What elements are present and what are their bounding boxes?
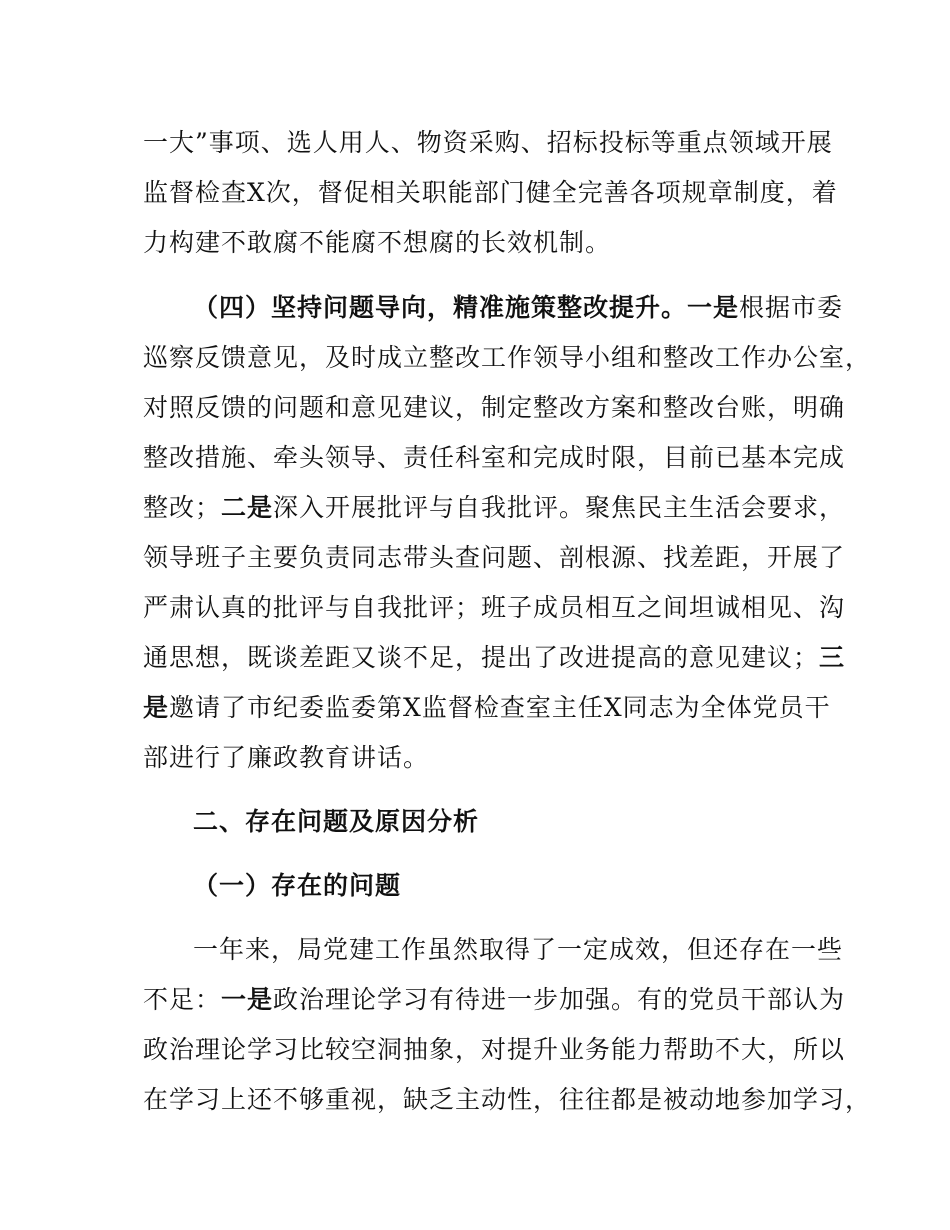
paragraph-line xyxy=(143,683,831,733)
line-text: 在学习上还不够重视，缺乏主动性，往往都是被动地参加学习， xyxy=(143,1085,872,1114)
line-text: 领导班子主要负责同志带头查问题、剖根源、找差距，开展了 xyxy=(143,543,846,572)
paragraph-line xyxy=(143,118,833,168)
line-text: 一大”事项、选人用人、物资采购、招标投标等重点领域开展 xyxy=(143,128,833,157)
paragraph-line xyxy=(143,583,846,633)
paragraph-line xyxy=(143,333,872,383)
bold-lead: 二是 xyxy=(221,493,274,522)
paragraph-line xyxy=(143,168,838,218)
paragraph-line xyxy=(143,433,846,483)
line-text: 巡察反馈意见，及时成立整改工作领导小组和整改工作办公室， xyxy=(143,343,872,372)
heading-text: （一）存在的问题 xyxy=(193,871,402,900)
line-text: 政治理论学习有待进一步加强。有的党员干部认为 xyxy=(273,985,846,1014)
paragraph-line xyxy=(193,925,873,975)
paragraph-line xyxy=(143,383,846,433)
line-text: 深入开展批评与自我批评。聚焦民主生活会要求， xyxy=(273,493,846,522)
line-text: 不足： xyxy=(143,985,222,1014)
line-text: 根据市委 xyxy=(739,293,844,322)
line-text: 监督检查X次，督促相关职能部门健全完善各项规章制度，着 xyxy=(143,178,838,207)
line-text: 政治理论学习比较空洞抽象，对提升业务能力帮助不大，所以 xyxy=(143,1035,846,1064)
line-text: 整改措施、牵头领导、责任科室和完成时限，目前已基本完成 xyxy=(143,443,846,472)
paragraph-line xyxy=(143,218,823,268)
bold-lead: 是 xyxy=(143,693,170,722)
line-text: 部进行了廉政教育讲话。 xyxy=(143,743,430,772)
line-text: 对照反馈的问题和意见建议，制定整改方案和整改台账，明确 xyxy=(143,393,846,422)
paragraph-line xyxy=(143,533,846,583)
paragraph-line xyxy=(143,633,846,683)
paragraph-line xyxy=(143,1075,872,1125)
line-text: 邀请了市纪委监委第X监督检查室主任X同志为全体党员干 xyxy=(169,693,831,722)
paragraph-line xyxy=(143,1025,846,1075)
bold-lead: 三 xyxy=(819,643,846,672)
bold-lead: 一是 xyxy=(221,985,274,1014)
line-text: 严肃认真的批评与自我批评；班子成员相互之间坦诚相见、沟 xyxy=(143,593,846,622)
paragraph-line xyxy=(143,483,846,533)
section-heading xyxy=(193,797,873,847)
line-text: 力构建不敢腐不能腐不想腐的长效机制。 xyxy=(143,228,612,257)
line-text: 一年来，局党建工作虽然取得了一定成效，但还存在一些 xyxy=(193,935,844,964)
line-text: 整改； xyxy=(143,493,222,522)
bold-lead: （四）坚持问题导向，精准施策整改提升。一是 xyxy=(193,293,740,322)
paragraph-line xyxy=(143,733,823,783)
heading-text: 二、存在问题及原因分析 xyxy=(193,807,480,836)
paragraph-line xyxy=(143,975,846,1025)
line-text: 通思想，既谈差距又谈不足，提出了改进提高的意见建议； xyxy=(143,643,820,672)
paragraph-line xyxy=(193,283,873,333)
subsection-heading xyxy=(193,861,873,911)
